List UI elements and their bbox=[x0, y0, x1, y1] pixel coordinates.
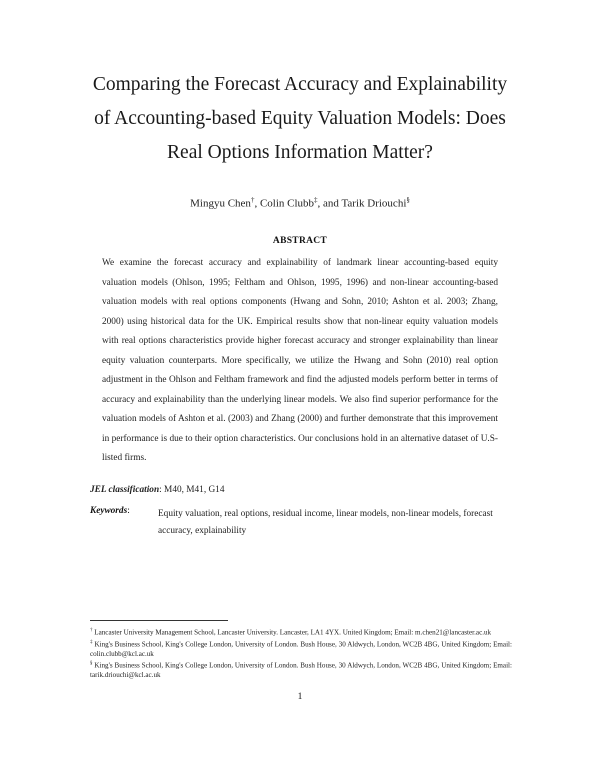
page-number: 1 bbox=[297, 692, 303, 702]
keywords-colon: : bbox=[127, 506, 130, 516]
paper-title bbox=[60, 68, 540, 170]
footnote bbox=[90, 638, 512, 659]
author-footnote-mark: § bbox=[406, 196, 410, 204]
keywords-label bbox=[90, 506, 130, 516]
author-footnote-mark: ‡ bbox=[314, 196, 318, 204]
author-name: Colin Clubb bbox=[259, 197, 315, 210]
author-separator: , and bbox=[317, 197, 342, 210]
keywords-label-text: Keywords bbox=[90, 506, 128, 516]
author-list bbox=[0, 196, 600, 210]
title-line-2: of Accounting-based Equity Valuation Models: Does bbox=[94, 108, 506, 129]
abstract-body: We examine the forecast accuracy and explainability of landmark linear accounting-based equity valuation models (Ohlson, 1995; Feltham and Ohlson, 1995, 1996) and non-linear accounting-based valuation models with real options components (Hwang and Sohn, 2010; Ashton et al. 2003; Zhang, 2000) using historical data for the UK. Empirical results show that non-linear equity valuation models with real options characteristics provide higher forecast accuracy and stronger explainability than linear equity valuation counterparts. More specifically, we utilize the Hwang and Sohn (2010) real option adjustment in the Ohlson and Feltham framework and find the adjusted models perform better in terms of accuracy and explainability than the underlying linear models. We also find superior performance for the valuation models of Ashton et al. (2003) and Zhang (2000) and further demonstrate that this improvement in performance is due to their option characteristics. Our conclusions hold in an alternative dataset of U.S-listed firms. bbox=[102, 258, 498, 463]
footnote-mark: § bbox=[90, 660, 93, 666]
footnote-divider bbox=[90, 620, 228, 621]
jel-colon: : bbox=[159, 485, 165, 495]
footnote bbox=[90, 626, 512, 638]
footnote bbox=[90, 659, 512, 680]
jel-label: JEL classification bbox=[90, 485, 160, 495]
jel-classification bbox=[90, 485, 224, 495]
footnote-text: King's Business School, King's College London, University of London. Bush House, 30 Aldwych, London, WC2B 4BG, United Kingdom; Email: tarik.driouchi@kcl.ac.uk bbox=[90, 661, 512, 679]
abstract-heading: ABSTRACT bbox=[272, 236, 328, 246]
author-footnote-mark: † bbox=[250, 196, 255, 204]
footnote-text: King's Business School, King's College London, University of London. Bush House, 30 Aldwych, London, WC2B 4BG, United Kingdom; Email: colin.clubb@kcl.ac.uk bbox=[90, 640, 512, 658]
footnote-mark: † bbox=[90, 628, 93, 633]
title-line-3: Real Options Information Matter? bbox=[167, 142, 433, 163]
keywords-list: Equity valuation, real options, residual income, linear models, non-linear models, forecast accuracy, explainability bbox=[158, 509, 493, 536]
footnote-mark: ‡ bbox=[90, 639, 93, 645]
footnote-text: Lancaster University Management School, Lancaster University. Lancaster, LA1 4YX. United Kingdom; Email: m.chen21@lancaster.ac.uk bbox=[92, 628, 492, 637]
title-line-1: Comparing the Forecast Accuracy and Explainability bbox=[92, 74, 508, 95]
author-separator: , bbox=[254, 197, 260, 210]
footnotes bbox=[90, 626, 512, 680]
author-name: Mingyu Chen bbox=[190, 197, 251, 210]
author-name: Tarik Driouchi bbox=[341, 197, 407, 210]
jel-codes: M40, M41, G14 bbox=[164, 485, 225, 495]
